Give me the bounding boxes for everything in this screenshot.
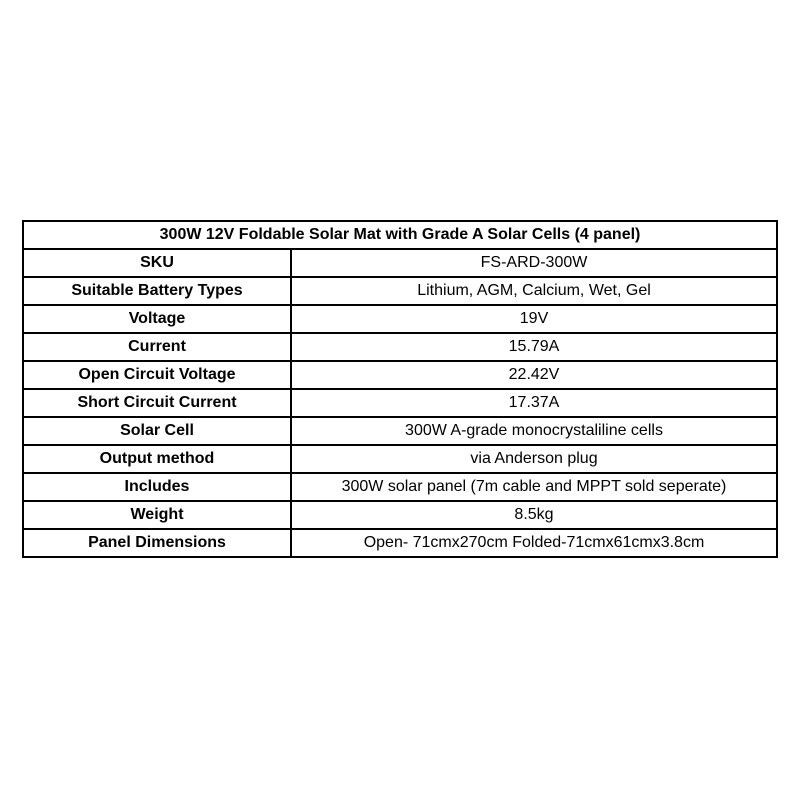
table-row bbox=[23, 277, 777, 305]
table-row bbox=[23, 529, 777, 557]
row-label-sku: SKU bbox=[23, 249, 291, 277]
row-label-weight: Weight bbox=[23, 501, 291, 529]
row-label-panel-dimensions: Panel Dimensions bbox=[23, 529, 291, 557]
row-value-open-circuit-voltage: 22.42V bbox=[291, 361, 777, 389]
table-row bbox=[23, 249, 777, 277]
row-label-output-method: Output method bbox=[23, 445, 291, 473]
table-title: 300W 12V Foldable Solar Mat with Grade A Solar Cells (4 panel) bbox=[23, 221, 777, 249]
row-label-battery-types: Suitable Battery Types bbox=[23, 277, 291, 305]
table-row bbox=[23, 417, 777, 445]
row-label-current: Current bbox=[23, 333, 291, 361]
row-label-open-circuit-voltage: Open Circuit Voltage bbox=[23, 361, 291, 389]
row-value-voltage: 19V bbox=[291, 305, 777, 333]
row-value-output-method: via Anderson plug bbox=[291, 445, 777, 473]
table-row bbox=[23, 305, 777, 333]
row-value-panel-dimensions: Open- 71cmx270cm Folded-71cmx61cmx3.8cm bbox=[291, 529, 777, 557]
table-row bbox=[23, 389, 777, 417]
row-label-solar-cell: Solar Cell bbox=[23, 417, 291, 445]
table-row bbox=[23, 361, 777, 389]
row-label-includes: Includes bbox=[23, 473, 291, 501]
row-value-includes: 300W solar panel (7m cable and MPPT sold seperate) bbox=[291, 473, 777, 501]
table-row bbox=[23, 473, 777, 501]
row-value-current: 15.79A bbox=[291, 333, 777, 361]
row-label-voltage: Voltage bbox=[23, 305, 291, 333]
table-row bbox=[23, 501, 777, 529]
row-value-short-circuit-current: 17.37A bbox=[291, 389, 777, 417]
row-value-battery-types: Lithium, AGM, Calcium, Wet, Gel bbox=[291, 277, 777, 305]
row-label-short-circuit-current: Short Circuit Current bbox=[23, 389, 291, 417]
table-row bbox=[23, 445, 777, 473]
table-title-row bbox=[23, 221, 777, 249]
spec-table bbox=[22, 220, 778, 558]
row-value-weight: 8.5kg bbox=[291, 501, 777, 529]
row-value-sku: FS-ARD-300W bbox=[291, 249, 777, 277]
row-value-solar-cell: 300W A-grade monocrystaliline cells bbox=[291, 417, 777, 445]
table-row bbox=[23, 333, 777, 361]
